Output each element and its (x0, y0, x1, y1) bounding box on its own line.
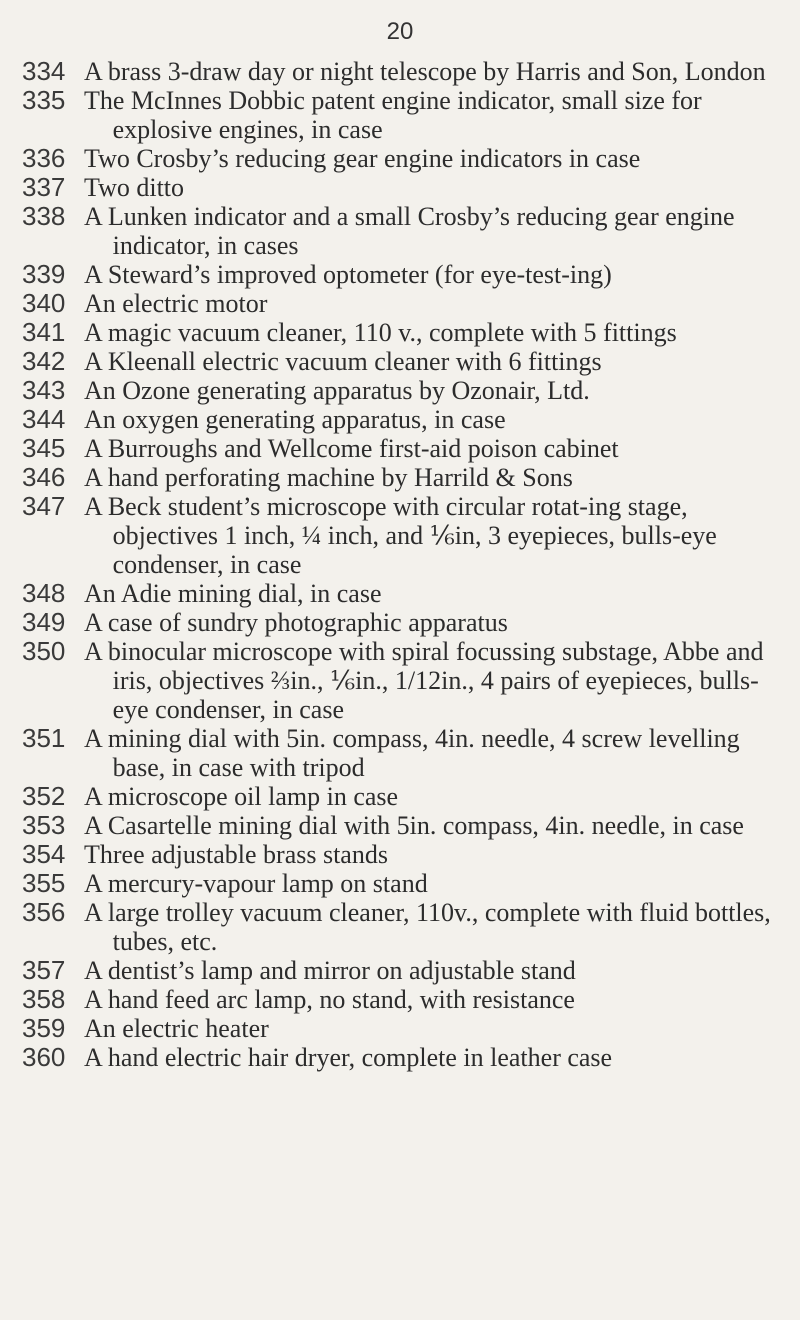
lot-entry (22, 434, 787, 463)
lot-description: A mercury-vapour lamp on stand (84, 869, 428, 898)
lot-entry (22, 144, 787, 173)
lot-description: A Casartelle mining dial with 5in. compass, 4in. needle, in case (84, 811, 744, 840)
lot-number: 338 (22, 201, 66, 231)
lot-entry (22, 608, 787, 637)
lot-description: A magic vacuum cleaner, 110 v., complete with 5 fittings (84, 318, 677, 347)
lot-number: 359 (22, 1013, 66, 1043)
lot-entry (22, 782, 787, 811)
lot-description: A Steward’s improved optometer (for eye-test-ing) (84, 260, 612, 289)
lot-entry (22, 869, 787, 898)
lot-description: An electric motor (84, 289, 268, 318)
lot-entry (22, 840, 787, 869)
lot-entry (22, 347, 787, 376)
lot-entry (22, 202, 787, 260)
lot-entry (22, 1014, 787, 1043)
lot-number: 350 (22, 636, 66, 666)
lot-number: 358 (22, 984, 66, 1014)
lot-description: A Kleenall electric vacuum cleaner with 6 fittings (84, 347, 602, 376)
lot-description: The McInnes Dobbic patent engine indicator, small size for explosive engines, in case (84, 86, 702, 144)
page-number: 20 (386, 18, 414, 45)
lot-number: 354 (22, 839, 66, 869)
lot-entry (22, 86, 787, 144)
lot-description: A hand electric hair dryer, complete in leather case (84, 1043, 613, 1072)
lot-number: 360 (22, 1042, 66, 1072)
lot-number: 336 (22, 143, 66, 173)
lot-number: 343 (22, 375, 66, 405)
lot-description: A dentist’s lamp and mirror on adjustable stand (84, 956, 576, 985)
lot-description: A hand perforating machine by Harrild & Sons (84, 463, 573, 492)
lot-description: Two ditto (84, 173, 185, 202)
lot-number: 353 (22, 810, 66, 840)
lot-description: A mining dial with 5in. compass, 4in. needle, 4 screw levelling base, in case with tripod (84, 724, 740, 782)
lot-entry (22, 724, 787, 782)
lot-number: 347 (22, 491, 66, 521)
lot-number: 355 (22, 868, 66, 898)
lot-number: 340 (22, 288, 66, 318)
lot-number: 342 (22, 346, 66, 376)
lot-entry (22, 956, 787, 985)
lot-entry (22, 57, 787, 86)
lot-number: 346 (22, 462, 66, 492)
lot-description: An oxygen generating apparatus, in case (84, 405, 506, 434)
lot-description: Two Crosby’s reducing gear engine indicators in case (84, 144, 641, 173)
lot-description: An electric heater (84, 1014, 269, 1043)
lot-entry (22, 1043, 787, 1072)
lot-entry (22, 405, 787, 434)
lot-number: 348 (22, 578, 66, 608)
lot-number: 357 (22, 955, 66, 985)
lot-entry (22, 173, 787, 202)
lot-number: 341 (22, 317, 66, 347)
lot-number: 351 (22, 723, 66, 753)
lot-number: 344 (22, 404, 66, 434)
lot-description: An Adie mining dial, in case (84, 579, 382, 608)
lot-description: An Ozone generating apparatus by Ozonair, Ltd. (84, 376, 590, 405)
lot-entry (22, 579, 787, 608)
lot-entry (22, 376, 787, 405)
lot-number: 335 (22, 85, 66, 115)
lot-description: A Beck student’s microscope with circular rotat-ing stage, objectives 1 inch, ¼ inch, and ⅙in, 3 eyepieces, bulls-eye condenser, in case (84, 492, 717, 579)
lot-entry (22, 260, 787, 289)
lot-list (22, 57, 787, 1072)
lot-number: 356 (22, 897, 66, 927)
lot-number: 337 (22, 172, 66, 202)
lot-number: 352 (22, 781, 66, 811)
lot-description: A Lunken indicator and a small Crosby’s reducing gear engine indicator, in cases (84, 202, 735, 260)
lot-description: A hand feed arc lamp, no stand, with resistance (84, 985, 575, 1014)
lot-description: A large trolley vacuum cleaner, 110v., complete with fluid bottles, tubes, etc. (84, 898, 771, 956)
lot-description: A microscope oil lamp in case (84, 782, 399, 811)
lot-description: A brass 3-draw day or night telescope by Harris and Son, London (84, 57, 766, 86)
lot-entry (22, 898, 787, 956)
lot-number: 345 (22, 433, 66, 463)
lot-description: A case of sundry photographic apparatus (84, 608, 508, 637)
lot-description: Three adjustable brass stands (84, 840, 388, 869)
lot-number: 339 (22, 259, 66, 289)
lot-entry (22, 318, 787, 347)
lot-entry (22, 985, 787, 1014)
lot-description: A binocular microscope with spiral focussing substage, Abbe and iris, objectives ⅔in., ⅙in., 1/12in., 4 pairs of eyepieces, bulls-eye condenser, in case (84, 637, 764, 724)
lot-entry (22, 463, 787, 492)
lot-description: A Burroughs and Wellcome first-aid poison cabinet (84, 434, 619, 463)
lot-entry (22, 492, 787, 579)
lot-entry (22, 637, 787, 724)
lot-number: 334 (22, 56, 66, 86)
lot-entry (22, 289, 787, 318)
lot-entry (22, 811, 787, 840)
lot-number: 349 (22, 607, 66, 637)
